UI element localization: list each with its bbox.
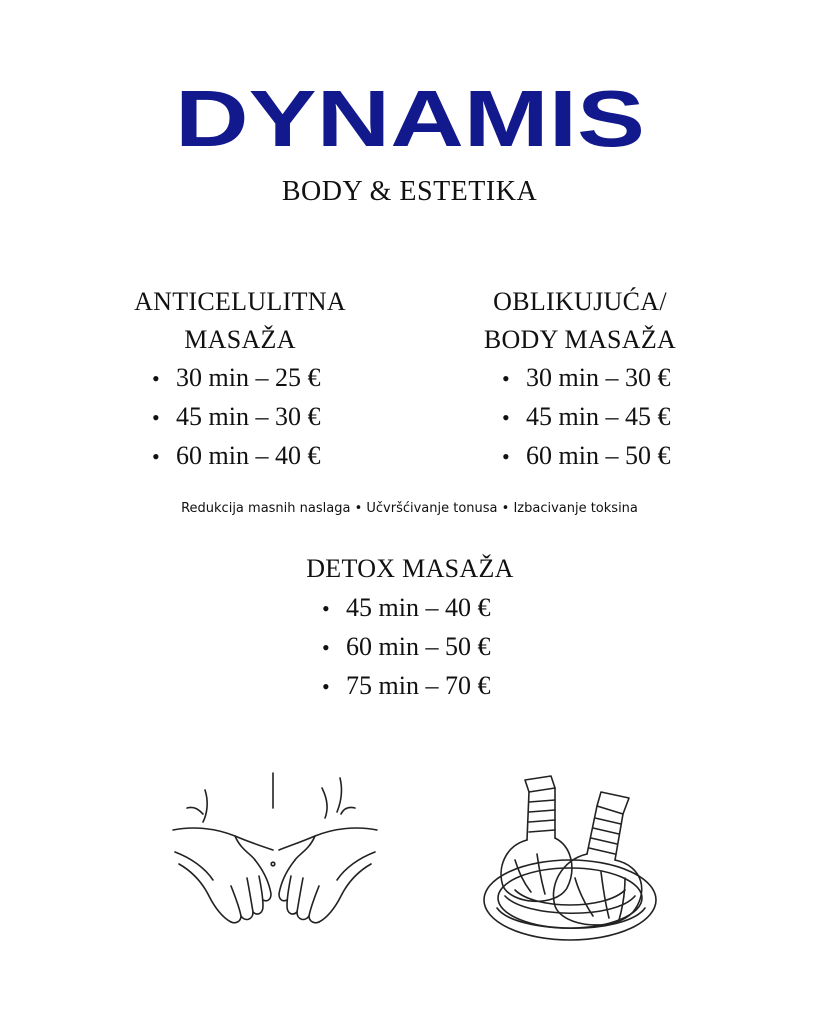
herbal-compress-balls-icon: [475, 768, 665, 958]
detox-price-list: [322, 588, 490, 705]
logo-text: DYNAMIS: [174, 88, 645, 154]
price-item: • 45 min – 30 €: [152, 397, 320, 436]
price-item: • 45 min – 40 €: [322, 588, 490, 627]
price-item: • 45 min – 45 €: [502, 397, 670, 436]
body-masaza-title-line1: OBLIKUJUĆA/: [493, 287, 667, 316]
dynamis-wordmark: [170, 88, 650, 154]
price-item: • 30 min – 25 €: [152, 358, 320, 397]
body-masaza-price-list: [502, 358, 670, 475]
benefits-line: Redukcija masnih naslaga • Učvršćivanje tonusa • Izbacivanje toksina: [181, 501, 638, 516]
body-masaza-title: [470, 283, 690, 359]
price-item: • 75 min – 70 €: [322, 666, 490, 705]
detox-title: DETOX MASAŽA: [306, 554, 514, 583]
price-item: • 60 min – 50 €: [502, 436, 670, 475]
brand-logo: [0, 88, 819, 154]
body-masaza-title-line2: BODY MASAŽA: [483, 325, 677, 354]
anticelulitna-price-list: [152, 358, 320, 475]
anticelulitna-title-line2: MASAŽA: [184, 325, 296, 354]
price-item: • 30 min – 30 €: [502, 358, 670, 397]
price-item: • 60 min – 40 €: [152, 436, 320, 475]
brand-subtitle: BODY & ESTETIKA: [281, 176, 538, 207]
anticelulitna-title-line1: ANTICELULITNA: [134, 287, 346, 316]
anticelulitna-title: [120, 283, 360, 359]
massage-hands-icon: [165, 768, 385, 940]
price-item: • 60 min – 50 €: [322, 627, 490, 666]
